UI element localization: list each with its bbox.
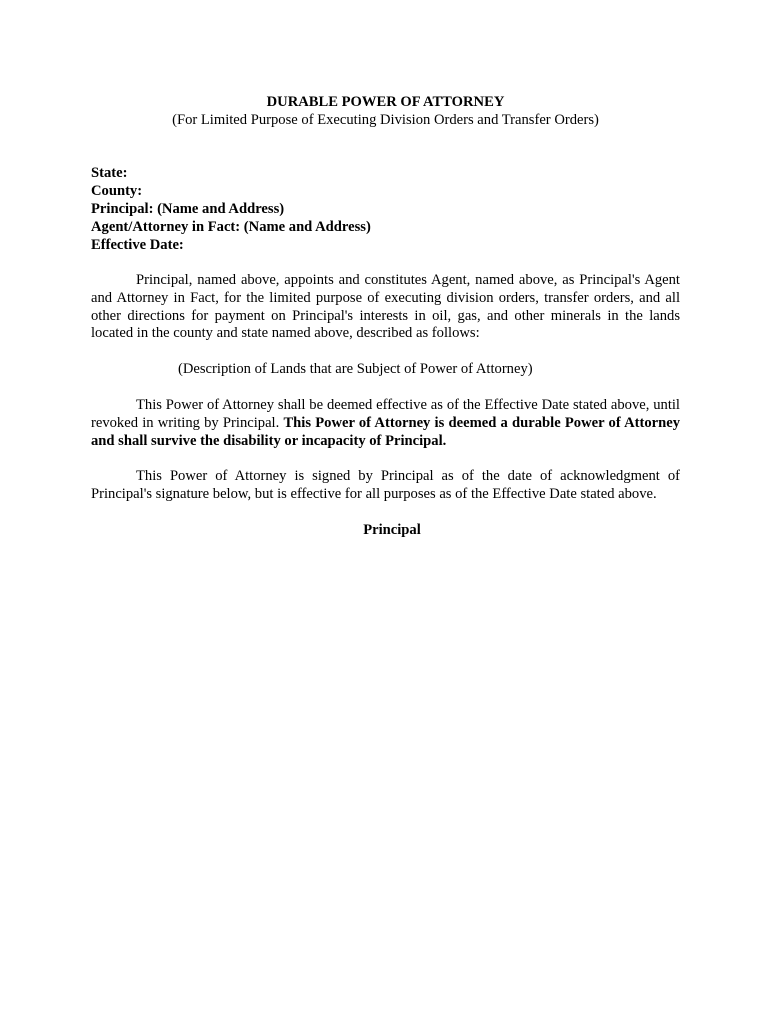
field-principal: Principal: (Name and Address) — [91, 201, 285, 217]
field-effective-date: Effective Date: — [91, 237, 184, 253]
field-county: County: — [91, 183, 143, 199]
lands-description: (Description of Lands that are Subject of Power of Attorney) — [178, 361, 533, 377]
document-title: DURABLE POWER OF ATTORNEY — [266, 94, 505, 110]
header-fields — [91, 165, 680, 255]
appointment-paragraph: Principal, named above, appoints and constitutes Agent, named above, as Principal's Agent and Attorney in Fact, for the limited purpose of executing division orders, transfer orders, and all other directions for payment on Principal's interests in oil, gas, and other minerals in the lands located in the county and state named above, described as follows: — [91, 272, 680, 342]
document-page — [91, 0, 680, 1024]
field-agent: Agent/Attorney in Fact: (Name and Address) — [91, 219, 371, 235]
durability-clause: This Power of Attorney is deemed a durable Power of Attorney and shall survive the disability or incapacity of Principal. — [91, 414, 680, 449]
field-state: State: — [91, 165, 128, 181]
effectiveness-text: This Power of Attorney shall be deemed effective as of the Effective Date stated above, until revoked in writing by Principal. — [91, 397, 680, 431]
effectiveness-paragraph — [91, 397, 680, 450]
document-subtitle: (For Limited Purpose of Executing Division Orders and Transfer Orders) — [172, 112, 599, 128]
principal-signature-label: Principal — [363, 522, 421, 538]
signing-paragraph: This Power of Attorney is signed by Principal as of the date of acknowledgment of Principal's signature below, but is effective for all purposes as of the Effective Date stated above. — [91, 468, 680, 502]
